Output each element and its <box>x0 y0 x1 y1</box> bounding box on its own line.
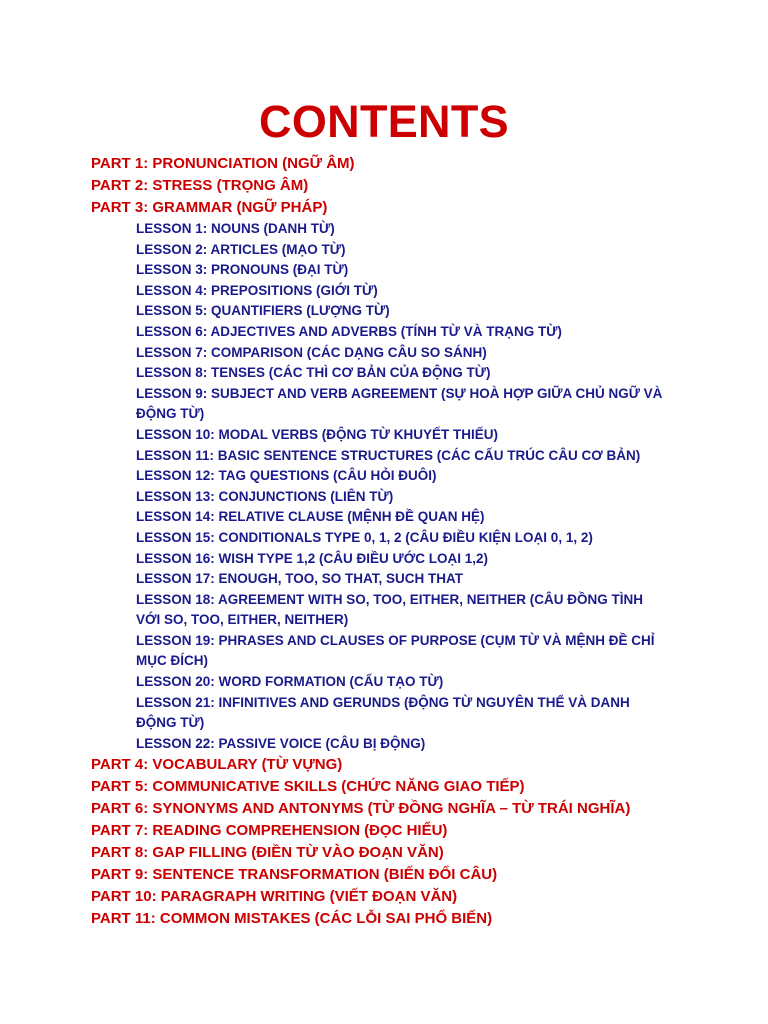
toc-part-1: PART 1: PRONUNCIATION (NGỮ ÂM) <box>91 155 355 172</box>
toc-lesson-7: LESSON 7: COMPARISON (CÁC DẠNG CÂU SO SÁNH) <box>136 344 487 360</box>
toc-lesson-1: LESSON 1: NOUNS (DANH TỪ) <box>136 221 335 236</box>
toc-part-3: PART 3: GRAMMAR (NGỮ PHÁP) <box>91 199 328 216</box>
toc-part-7: PART 7: READING COMPREHENSION (ĐỌC HIỂU) <box>91 822 448 840</box>
toc-lesson-20: LESSON 20: WORD FORMATION (CẤU TẠO TỪ) <box>136 674 444 690</box>
toc-lesson-6: LESSON 6: ADJECTIVES AND ADVERBS (TÍNH TỪ VÀ TRẠNG TỪ) <box>136 323 562 339</box>
toc-lesson-2: LESSON 2: ARTICLES (MẠO TỪ) <box>136 241 346 257</box>
toc-lesson-14: LESSON 14: RELATIVE CLAUSE (MỆNH ĐỀ QUAN HỆ) <box>136 509 485 525</box>
table-of-contents <box>91 153 731 930</box>
toc-lesson-4: LESSON 4: PREPOSITIONS (GIỚI TỪ) <box>136 282 378 298</box>
toc-lesson-12: LESSON 12: TAG QUESTIONS (CÂU HỎI ĐUÔI) <box>136 468 437 484</box>
toc-lesson-17: LESSON 17: ENOUGH, TOO, SO THAT, SUCH THAT <box>136 571 464 587</box>
toc-lesson-19: LESSON 19: PHRASES AND CLAUSES OF PURPOSE (CỤM TỪ VÀ MỆNH ĐỀ CHỈ MỤC ĐÍCH) <box>136 632 655 669</box>
toc-lesson-8: LESSON 8: TENSES (CÁC THÌ CƠ BẢN CỦA ĐỘNG TỪ) <box>136 365 491 381</box>
toc-part-5: PART 5: COMMUNICATIVE SKILLS (CHỨC NĂNG GIAO TIẾP) <box>91 778 525 796</box>
toc-lesson-3: LESSON 3: PRONOUNS (ĐẠI TỪ) <box>136 262 349 278</box>
toc-lesson-16: LESSON 16: WISH TYPE 1,2 (CÂU ĐIỀU ƯỚC LOẠI 1,2) <box>136 550 489 566</box>
toc-lesson-5: LESSON 5: QUANTIFIERS (LƯỢNG TỪ) <box>136 303 390 319</box>
toc-part-2: PART 2: STRESS (TRỌNG ÂM) <box>91 177 309 194</box>
toc-lesson-13: LESSON 13: CONJUNCTIONS (LIÊN TỪ) <box>136 488 394 504</box>
toc-lesson-11: LESSON 11: BASIC SENTENCE STRUCTURES (CÁC CẤU TRÚC CÂU CƠ BẢN) <box>136 447 641 463</box>
toc-part-4: PART 4: VOCABULARY (TỪ VỰNG) <box>91 756 343 774</box>
toc-part-8: PART 8: GAP FILLING (ĐIỀN TỪ VÀO ĐOẠN VĂN) <box>91 844 444 862</box>
toc-part-6: PART 6: SYNONYMS AND ANTONYMS (TỪ ĐỒNG NGHĨA – TỪ TRÁI NGHĨA) <box>91 800 631 818</box>
page-title: CONTENTS <box>259 96 509 147</box>
toc-lesson-10: LESSON 10: MODAL VERBS (ĐỘNG TỪ KHUYẾT THIẾU) <box>136 426 498 442</box>
toc-lesson-21: LESSON 21: INFINITIVES AND GERUNDS (ĐỘNG TỪ NGUYÊN THỂ VÀ DANH ĐỘNG TỪ) <box>136 694 630 731</box>
toc-lesson-22: LESSON 22: PASSIVE VOICE (CÂU BỊ ĐỘNG) <box>136 735 426 751</box>
toc-lesson-15: LESSON 15: CONDITIONALS TYPE 0, 1, 2 (CÂU ĐIỀU KIỆN LOẠI 0, 1, 2) <box>136 529 593 545</box>
lesson-list <box>91 219 731 754</box>
toc-lesson-9: LESSON 9: SUBJECT AND VERB AGREEMENT (SỰ HOÀ HỢP GIỮA CHỦ NGỮ VÀ ĐỘNG TỪ) <box>136 385 663 422</box>
toc-part-11: PART 11: COMMON MISTAKES (CÁC LỖI SAI PHỔ BIẾN) <box>91 910 493 928</box>
toc-lesson-18: LESSON 18: AGREEMENT WITH SO, TOO, EITHER, NEITHER (CÂU ĐỒNG TÌNH VỚI SO, TOO, EITHER, NEITHER) <box>136 591 644 628</box>
toc-part-9: PART 9: SENTENCE TRANSFORMATION (BIẾN ĐỔI CÂU) <box>91 866 498 884</box>
toc-part-10: PART 10: PARAGRAPH WRITING (VIẾT ĐOẠN VĂN) <box>91 888 458 906</box>
